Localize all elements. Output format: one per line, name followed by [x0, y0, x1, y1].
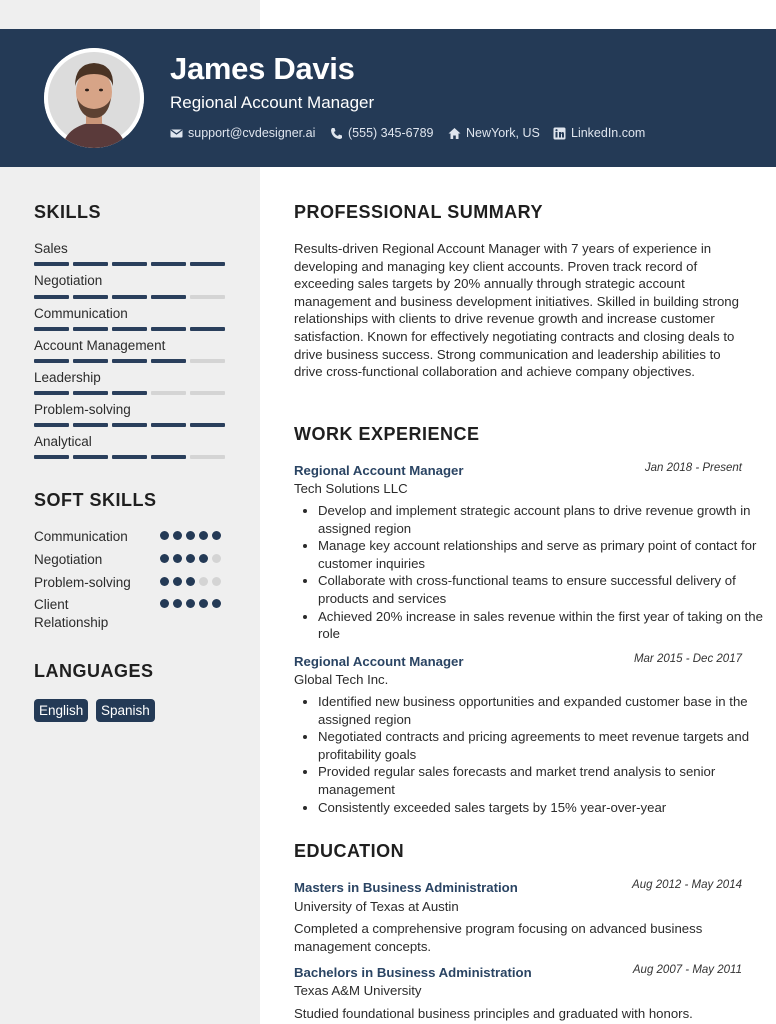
soft-skill-label: Client Relationship: [34, 597, 109, 630]
soft-skill-label: Negotiation: [34, 552, 103, 567]
rating-dot: [199, 531, 208, 540]
skill-bar-segment: [190, 391, 225, 395]
rating-dot: [160, 599, 169, 608]
list-item: • Manage key account relationships and serve as primary point of contact for customer inquiries: [318, 537, 764, 572]
skill-bar-segment: [190, 359, 225, 363]
languages-heading: LANGUAGES: [34, 661, 154, 681]
skill-label: Account Management: [34, 338, 166, 353]
skill-bar-segment: [73, 359, 108, 363]
skill-label: Communication: [34, 306, 128, 321]
skill-bar-segment: [151, 327, 186, 331]
job-title: Regional Account Manager: [294, 463, 464, 478]
list-item: • Consistently exceeded sales targets by 15% year-over-year: [318, 799, 764, 817]
skill-bar-segment: [34, 262, 69, 266]
skill-bar-segment: [190, 295, 225, 299]
skill-bar-segment: [34, 455, 69, 459]
job-company: Tech Solutions LLC: [294, 481, 408, 496]
phone-icon: [330, 127, 343, 140]
list-item: • Develop and implement strategic account plans to drive revenue growth in assigned region: [318, 502, 764, 537]
contact-phone-text: (555) 345-6789: [348, 126, 434, 140]
candidate-name: James Davis: [170, 51, 355, 86]
contact-linkedin-text: LinkedIn.com: [571, 126, 646, 140]
linkedin-icon: [553, 127, 566, 140]
rating-dot: [212, 577, 221, 586]
list-item: • Achieved 20% increase in sales revenue within the first year of taking on the role: [318, 608, 764, 643]
job-bullets: [300, 502, 764, 643]
skill-bar-segment: [73, 455, 108, 459]
skill-label: Problem-solving: [34, 402, 131, 417]
summary-text: Results-driven Regional Account Manager with 7 years of experience in developing and managing key client accounts. Proven track record of exceeding sales targets by 20% annually through strategic account management and business development initiatives. Skilled in building strong relationships with clients to drive revenue growth and increase customer satisfaction. Known for effectively negotiating contracts and closing deals to drive business success. Strong communication and leadership abilities to drive cross-functional collaboration and achieve company objectives.: [294, 241, 739, 380]
skill-bar: [34, 455, 225, 459]
avatar: [44, 48, 144, 148]
degree-title: Masters in Business Administration: [294, 880, 518, 895]
rating-dot: [212, 599, 221, 608]
skill-bar-segment: [34, 391, 69, 395]
skill-bar-segment: [190, 455, 225, 459]
skill-bar-segment: [190, 262, 225, 266]
list-item: • Identified new business opportunities and expanded customer base in the assigned region: [318, 693, 764, 728]
skill-bar-segment: [34, 359, 69, 363]
list-item: • Collaborate with cross-functional teams to ensure successful delivery of products and services: [318, 572, 764, 607]
rating-dot: [212, 554, 221, 563]
rating-dot: [173, 554, 182, 563]
skill-bar-segment: [151, 391, 186, 395]
skill-bar-segment: [73, 295, 108, 299]
contact-location-text: NewYork, US: [466, 126, 540, 140]
degree-description: Studied foundational business principles and graduated with honors.: [294, 1006, 693, 1021]
skill-bar-segment: [73, 262, 108, 266]
list-item: • Negotiated contracts and pricing agreements to meet revenue targets and profitability goals: [318, 728, 764, 763]
experience-heading: WORK EXPERIENCE: [294, 424, 480, 444]
contact-location: [448, 126, 540, 140]
skill-bar: [34, 359, 225, 363]
job-title: Regional Account Manager: [294, 654, 464, 669]
rating-dot: [186, 554, 195, 563]
job-bullets: [300, 693, 764, 816]
rating-dot: [160, 577, 169, 586]
skills-heading: SKILLS: [34, 202, 102, 222]
contact-linkedin[interactable]: [553, 126, 645, 140]
language-badge: English: [34, 699, 88, 722]
skill-bar: [34, 262, 225, 266]
soft-skill-rating: [160, 599, 221, 608]
skill-bar-segment: [34, 327, 69, 331]
soft-skill-rating: [160, 577, 221, 586]
skill-bar: [34, 295, 225, 299]
soft-skills-heading: SOFT SKILLS: [34, 490, 157, 510]
skill-bar-segment: [112, 262, 147, 266]
skill-bar-segment: [151, 455, 186, 459]
school-name: Texas A&M University: [294, 983, 422, 998]
skill-bar-segment: [151, 423, 186, 427]
skill-label: Sales: [34, 241, 68, 256]
rating-dot: [160, 531, 169, 540]
skill-bar: [34, 391, 225, 395]
rating-dot: [173, 577, 182, 586]
skill-bar-segment: [151, 359, 186, 363]
skill-bar-segment: [112, 423, 147, 427]
soft-skill-label: Problem-solving: [34, 575, 131, 590]
skill-label: Negotiation: [34, 273, 103, 288]
list-item: • Provided regular sales forecasts and market trend analysis to senior management: [318, 763, 764, 798]
soft-skill-rating: [160, 531, 221, 540]
contact-email[interactable]: [170, 126, 315, 140]
rating-dot: [186, 599, 195, 608]
school-name: University of Texas at Austin: [294, 899, 459, 914]
skill-label: Leadership: [34, 370, 101, 385]
skill-bar-segment: [112, 295, 147, 299]
rating-dot: [199, 577, 208, 586]
envelope-icon: [170, 127, 183, 140]
job-company: Global Tech Inc.: [294, 672, 389, 687]
skill-bar-segment: [151, 295, 186, 299]
degree-title: Bachelors in Business Administration: [294, 965, 532, 980]
skill-bar-segment: [151, 262, 186, 266]
education-heading: EDUCATION: [294, 841, 405, 861]
rating-dot: [199, 554, 208, 563]
skill-bar-segment: [112, 455, 147, 459]
rating-dot: [173, 531, 182, 540]
degree-date: Aug 2012 - May 2014: [632, 879, 742, 891]
rating-dot: [212, 531, 221, 540]
candidate-role: Regional Account Manager: [170, 93, 375, 112]
skill-bar-segment: [190, 423, 225, 427]
rating-dot: [186, 577, 195, 586]
skill-bar-segment: [190, 327, 225, 331]
soft-skill-label: Communication: [34, 529, 128, 544]
skill-label: Analytical: [34, 434, 92, 449]
degree-date: Aug 2007 - May 2011: [632, 964, 742, 976]
job-date: Mar 2015 - Dec 2017: [633, 653, 742, 665]
skill-bar-segment: [112, 391, 147, 395]
degree-description: Completed a comprehensive program focusing on advanced business management concepts.: [294, 921, 703, 954]
job-date: Jan 2018 - Present: [644, 462, 742, 474]
skill-bar: [34, 327, 225, 331]
skill-bar-segment: [73, 391, 108, 395]
skill-bar-segment: [112, 359, 147, 363]
skill-bar-segment: [73, 423, 108, 427]
summary-heading: PROFESSIONAL SUMMARY: [294, 202, 544, 222]
profile-photo: [44, 48, 144, 148]
skill-bar: [34, 423, 225, 427]
contact-email-text: support@cvdesigner.ai: [188, 126, 316, 140]
contact-phone[interactable]: [330, 126, 433, 140]
home-icon: [448, 127, 461, 140]
skill-bar-segment: [73, 327, 108, 331]
language-badge: Spanish: [96, 699, 155, 722]
header: [0, 29, 776, 167]
soft-skill-rating: [160, 554, 221, 563]
skill-bar-segment: [34, 295, 69, 299]
rating-dot: [199, 599, 208, 608]
skill-bar-segment: [112, 327, 147, 331]
rating-dot: [173, 599, 182, 608]
rating-dot: [186, 531, 195, 540]
rating-dot: [160, 554, 169, 563]
skill-bar-segment: [34, 423, 69, 427]
